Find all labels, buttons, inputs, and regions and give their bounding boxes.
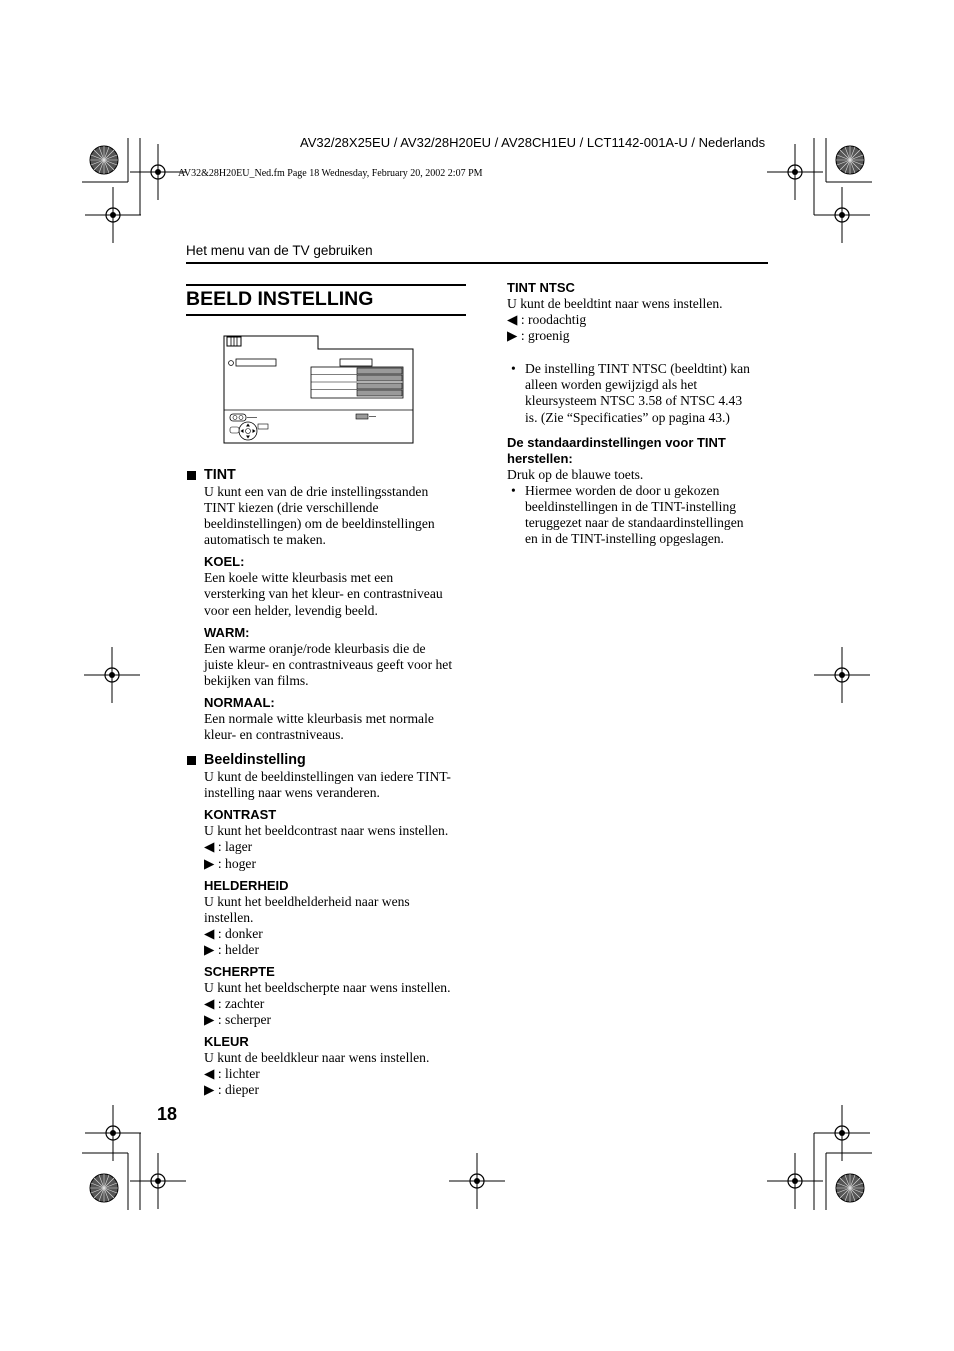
kontrast-body: U kunt het beeldcontrast naar wens instellen. ◀ : lager ▶ : hoger (204, 823, 449, 871)
menu-screen-illustration (222, 332, 416, 446)
tint-heading: TINT (204, 467, 474, 484)
koel-label: KOEL: (204, 554, 245, 570)
kleur-body: U kunt de beeldkleur naar wens instellen. ◀ : lichter ▶ : dieper (204, 1050, 430, 1098)
right-column (507, 280, 772, 547)
normaal-body: Een normale witte kleurbasis met normale kleur- en contrastniveaus. (204, 710, 434, 743)
reset-intro: Druk op de blauwe toets. (507, 466, 644, 482)
title-rule-bottom (186, 314, 466, 316)
scherpte-body: U kunt het beeldscherpte naar wens instellen. ◀ : zachter ▶ : scherper (204, 979, 451, 1028)
tint-body: U kunt een van de drie instellingsstanden TINT kiezen (drie verschillende beeldinstellingen) om de beeldinstellingen automatisch te maken. (204, 484, 435, 548)
helderheid-body: U kunt het beeldhelderheid naar wens instellen. ◀ : donker ▶ : helder (204, 893, 410, 957)
tint-ntsc-label: TINT NTSC (507, 280, 575, 295)
kontrast-label: KONTRAST (204, 807, 277, 823)
scherpte-label: SCHERPTE (204, 963, 275, 979)
warm-body: Een warme oranje/rode kleurbasis die de juiste kleur- en contrastniveaus geeft voor het bekijken van films. (204, 640, 453, 688)
tint-ntsc-body: U kunt de beeldtint naar wens instellen. ◀ : roodachtig ▶ : groenig (507, 296, 723, 344)
koel-body: Een koele witte kleurbasis met een versterking van het kleur- en contrastniveau voor een helder, levendig beeld. (204, 570, 443, 618)
header-rule (186, 262, 768, 264)
warm-label: WARM: (204, 624, 250, 640)
beeldinstelling-body: U kunt de beeldinstellingen van iedere TINT- instelling naar wens veranderen. (204, 769, 451, 801)
running-head: Het menu van de TV gebruiken (186, 243, 373, 258)
square-bullet-icon (187, 756, 196, 765)
helderheid-label: HELDERHEID (204, 877, 289, 893)
beeldinstelling-heading: Beeldinstelling (204, 752, 474, 769)
page-title: BEELD INSTELLING (186, 288, 374, 310)
model-line: AV32/28X25EU / AV32/28H20EU / AV28CH1EU / LCT1142-001A-U / Nederlands (300, 135, 766, 150)
reset-note: • Hiermee worden de door u gekozen beeldinstellingen in de TINT-instelling teruggezet naar de standaardinstellingen en in de TINT-instelling opgeslagen. (511, 482, 744, 547)
left-column (204, 467, 474, 1099)
file-info-line: AV32&28H20EU_Ned.fm Page 18 Wednesday, February 20, 2002 2:07 PM (178, 168, 483, 179)
square-bullet-icon (187, 471, 196, 480)
kleur-label: KLEUR (204, 1034, 249, 1050)
reset-heading: De standaardinstellingen voor TINT herstellen: (507, 434, 726, 466)
page-number: 18 (157, 1104, 178, 1124)
tint-ntsc-note: • De instelling TINT NTSC (beeldtint) kan alleen worden gewijzigd als het kleursysteem NTSC 3.58 of NTSC 4.43 is. (Zie “Specificaties” op pagina 43.) (511, 361, 750, 425)
normaal-label: NORMAAL: (204, 694, 275, 710)
title-rule-top (186, 284, 466, 286)
